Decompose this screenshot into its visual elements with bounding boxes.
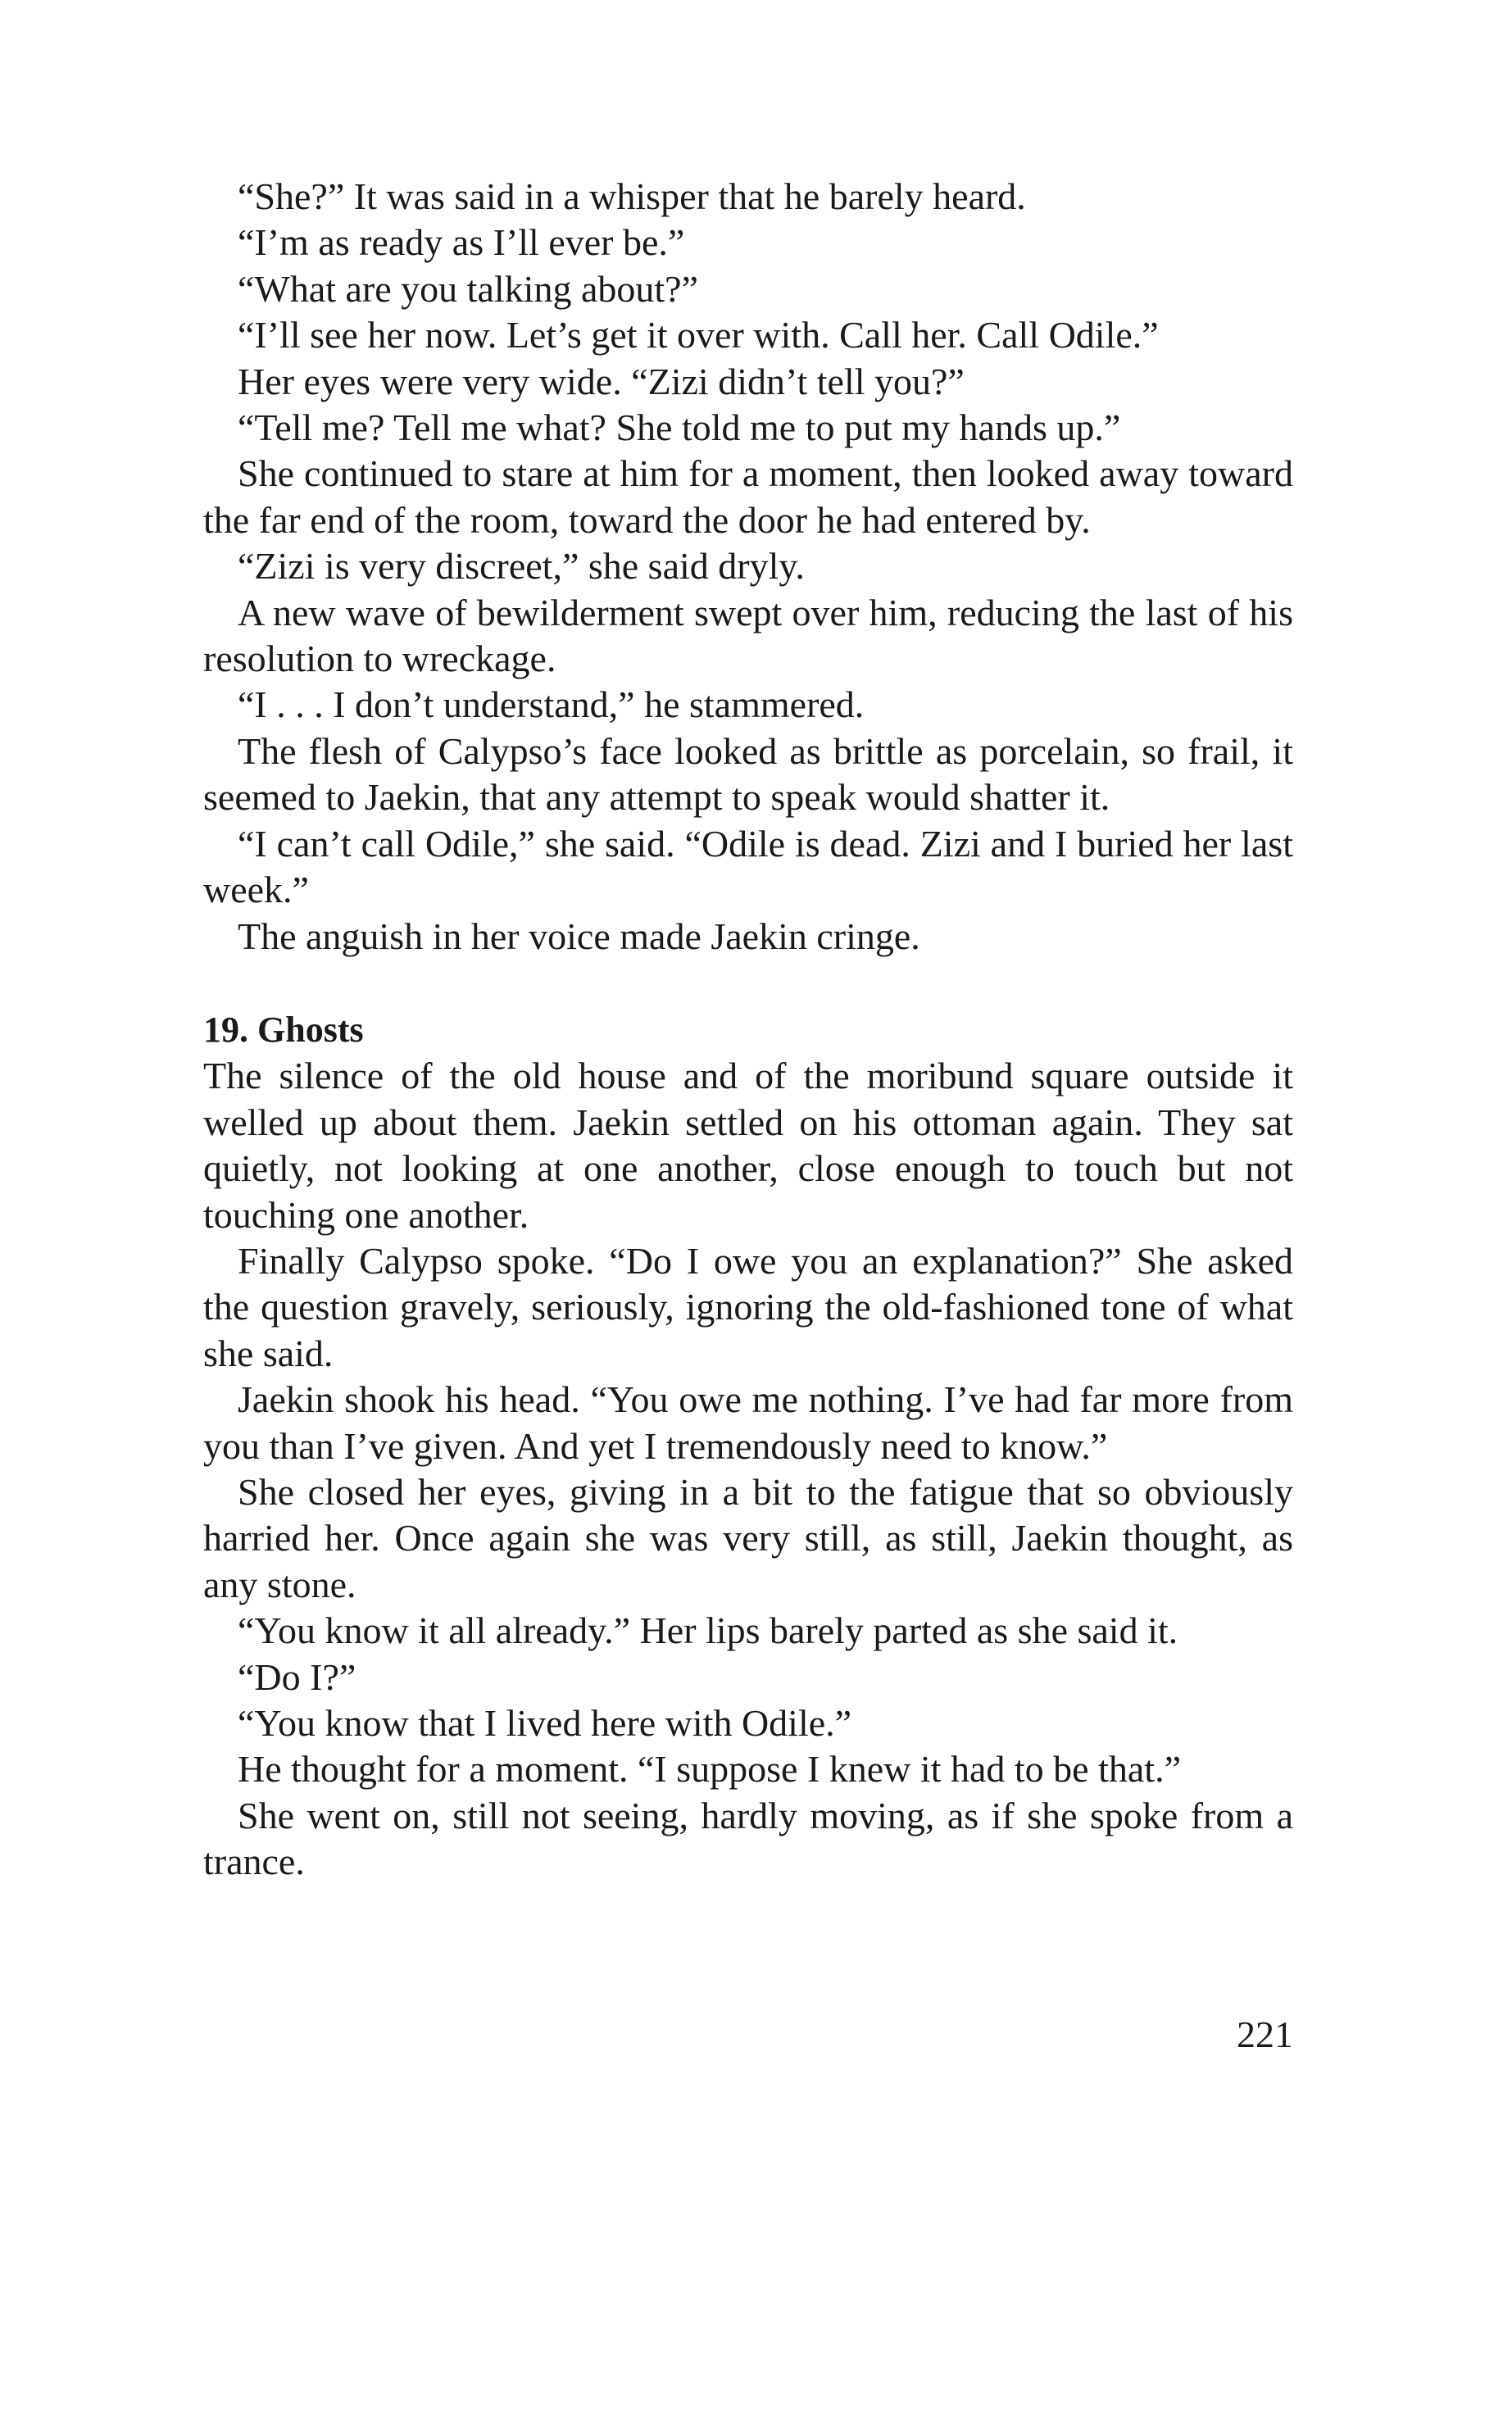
paragraph: Her eyes were very wide. “Zizi didn’t tell you?” xyxy=(238,360,965,402)
paragraph: “I’ll see her now. Let’s get it over with. Call her. Call Odile.” xyxy=(238,314,1159,356)
paragraph: She closed her eyes, giving in a bit to the fatigue that so obviously harried her. Once again she was very still, as still, Jaekin thought, as any stone. xyxy=(203,1470,1293,1605)
paragraph: Jaekin shook his head. “You owe me nothing. I’ve had far more from you than I’ve given. And yet I tremendously need to know.” xyxy=(203,1378,1293,1467)
paragraph: “You know that I lived here with Odile.” xyxy=(238,1702,852,1744)
paragraph: “She?” It was said in a whisper that he barely heard. xyxy=(238,175,1026,217)
paragraph: Finally Calypso spoke. “Do I owe you an explanation?” She asked the question gravely, seriously, ignoring the old-fashioned tone of what she said. xyxy=(203,1239,1293,1374)
paragraph: A new wave of bewilderment swept over him, reducing the last of his resolution to wreckage. xyxy=(203,591,1293,680)
paragraph: “You know it all already.” Her lips barely parted as she said it. xyxy=(238,1609,1178,1652)
paragraph: She continued to stare at him for a moment, then looked away toward the far end of the room, toward the door he had entered by. xyxy=(203,452,1293,541)
paragraph: “Tell me? Tell me what? She told me to put my hands up.” xyxy=(238,406,1121,449)
page-number: 221 xyxy=(1237,2013,1293,2055)
paragraph: “What are you talking about?” xyxy=(238,267,698,310)
paragraph: The anguish in her voice made Jaekin cringe. xyxy=(238,915,920,957)
paragraph: “I . . . I don’t understand,” he stammered. xyxy=(238,683,865,726)
paragraph: The silence of the old house and of the moribund square outside it welled up about them. Jaekin settled on his ottoman again. They sat quietly, not looking at one another, close enough to touch but not touching one another. xyxy=(203,1055,1293,1236)
paragraph: She went on, still not seeing, hardly moving, as if she spoke from a trance. xyxy=(203,1794,1293,1883)
paragraph: “I can’t call Odile,” she said. “Odile is dead. Zizi and I buried her last week.” xyxy=(203,822,1293,911)
paragraph: He thought for a moment. “I suppose I knew it had to be that.” xyxy=(238,1748,1181,1791)
paragraph: “Do I?” xyxy=(238,1655,356,1698)
paragraph: “Zizi is very discreet,” she said dryly. xyxy=(238,545,805,588)
paragraph: The flesh of Calypso’s face looked as brittle as porcelain, so frail, it seemed to Jaekin, that any attempt to speak would shatter it. xyxy=(203,729,1293,819)
chapter-heading: 19. Ghosts xyxy=(203,1009,364,1050)
paragraph: “I’m as ready as I’ll ever be.” xyxy=(238,221,685,264)
page-text xyxy=(203,174,1293,1886)
